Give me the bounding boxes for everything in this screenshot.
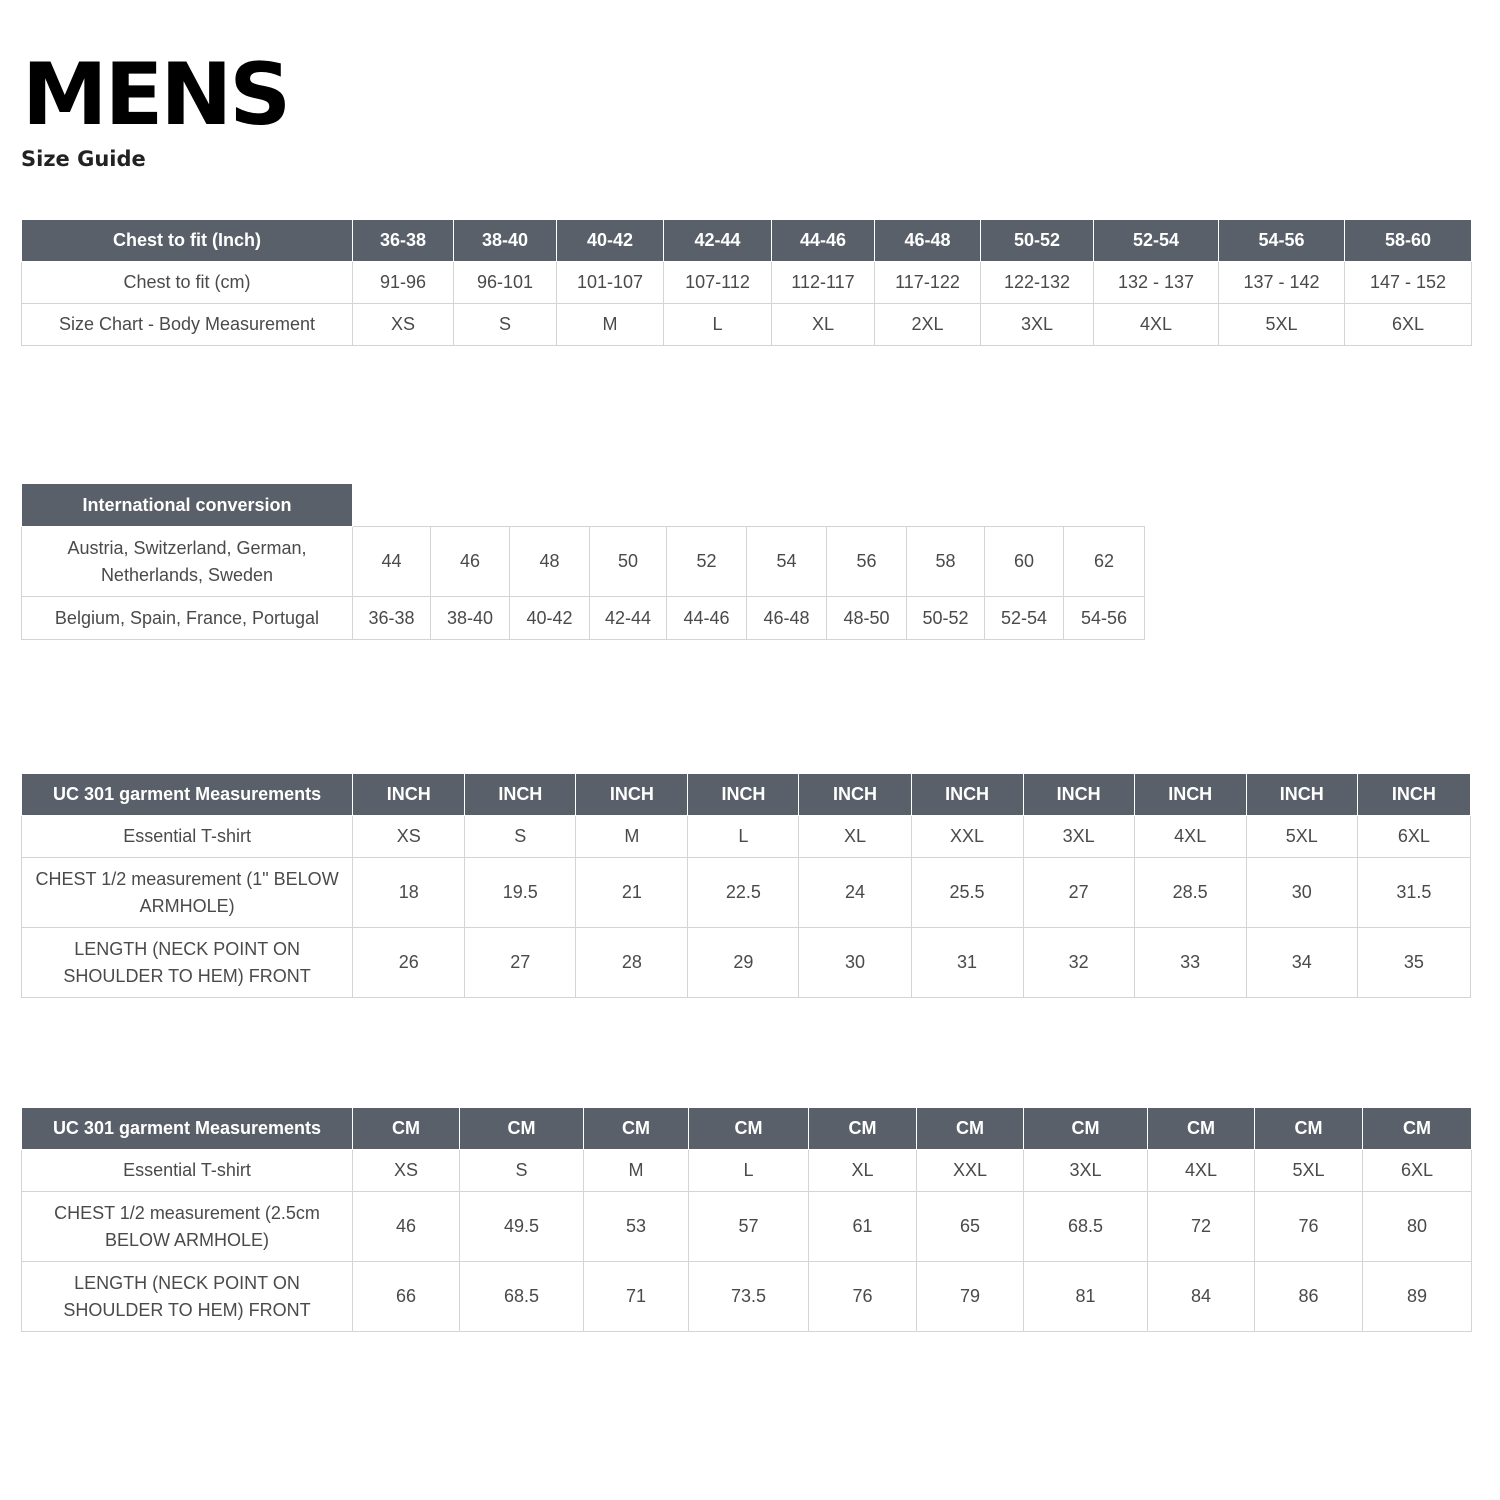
table-cell: 46-48 [747, 597, 827, 640]
table-cell: 6XL [1357, 816, 1470, 858]
inch-header-row [22, 774, 1471, 816]
table-cell: 30 [1246, 858, 1357, 928]
table-cell: 80 [1363, 1192, 1472, 1262]
table-cell: 112-117 [772, 262, 875, 304]
table-cell: 48-50 [827, 597, 907, 640]
table-cell: 76 [809, 1262, 917, 1332]
table-cell: M [557, 304, 664, 346]
table-cell: 5XL [1246, 816, 1357, 858]
table-cell: 31 [911, 928, 1023, 998]
table-cell: 58 [907, 527, 985, 597]
table-cell: 6XL [1345, 304, 1472, 346]
table-cell: S [454, 304, 557, 346]
table-cell: XL [809, 1150, 917, 1192]
header-cell: CM [584, 1108, 689, 1150]
table-row [22, 928, 1471, 998]
table-cell: 62 [1064, 527, 1145, 597]
table-cell: 34 [1246, 928, 1357, 998]
table-cell: 44 [353, 527, 431, 597]
table-cell: 4XL [1134, 816, 1246, 858]
cm-header-row [22, 1108, 1472, 1150]
international-conversion-table [21, 483, 1145, 640]
table-cell: XS [353, 304, 454, 346]
table-cell: 40-42 [510, 597, 590, 640]
table-cell: 132 - 137 [1094, 262, 1219, 304]
table-cell: 66 [353, 1262, 460, 1332]
table-cell: 91-96 [353, 262, 454, 304]
table-cell: 44-46 [667, 597, 747, 640]
table-cell: 21 [576, 858, 688, 928]
header-cell: International conversion [22, 484, 353, 527]
table-cell: 50 [590, 527, 667, 597]
table-cell: M [584, 1150, 689, 1192]
table-row [22, 1150, 1472, 1192]
row-label: CHEST 1/2 measurement (2.5cm BELOW ARMHOLE) [22, 1192, 353, 1262]
table-cell: 5XL [1255, 1150, 1363, 1192]
page-subtitle: Size Guide [21, 147, 146, 171]
header-cell: INCH [576, 774, 688, 816]
table-cell: 27 [1023, 858, 1134, 928]
header-cell: CM [917, 1108, 1024, 1150]
table-cell: 2XL [875, 304, 981, 346]
table-cell: 29 [688, 928, 799, 998]
table-cell: XXL [911, 816, 1023, 858]
header-cell: CM [1255, 1108, 1363, 1150]
header-cell: CM [1148, 1108, 1255, 1150]
table-cell: 25.5 [911, 858, 1023, 928]
page-title: MENS [22, 45, 289, 145]
header-cell: 38-40 [454, 220, 557, 262]
table-cell: 48 [510, 527, 590, 597]
table-row [22, 1262, 1472, 1332]
table-cell: 46 [431, 527, 510, 597]
table-cell: 52 [667, 527, 747, 597]
table-cell: 30 [799, 928, 911, 998]
header-cell: INCH [911, 774, 1023, 816]
size-chart-header-row [22, 220, 1472, 262]
table-cell: 33 [1134, 928, 1246, 998]
table-cell: S [465, 816, 576, 858]
table-cell: XS [353, 816, 465, 858]
header-cell: INCH [353, 774, 465, 816]
table-cell: 42-44 [590, 597, 667, 640]
header-cell: CM [353, 1108, 460, 1150]
table-cell: 72 [1148, 1192, 1255, 1262]
table-cell: 57 [689, 1192, 809, 1262]
row-label: LENGTH (NECK POINT ON SHOULDER TO HEM) FRONT [22, 1262, 353, 1332]
table-cell: 61 [809, 1192, 917, 1262]
table-cell: 101-107 [557, 262, 664, 304]
header-cell: INCH [799, 774, 911, 816]
table-cell: 50-52 [907, 597, 985, 640]
header-cell: 36-38 [353, 220, 454, 262]
header-cell: 58-60 [1345, 220, 1472, 262]
table-cell: XS [353, 1150, 460, 1192]
header-cell: INCH [1357, 774, 1470, 816]
row-label: Austria, Switzerland, German, Netherlands, Sweden [22, 527, 353, 597]
table-row [22, 304, 1472, 346]
table-row [22, 597, 1145, 640]
table-cell: 27 [465, 928, 576, 998]
table-cell: 5XL [1219, 304, 1345, 346]
table-cell: 147 - 152 [1345, 262, 1472, 304]
table-cell: 4XL [1094, 304, 1219, 346]
table-cell: 81 [1024, 1262, 1148, 1332]
size-chart-table [21, 219, 1472, 346]
header-cell: CM [689, 1108, 809, 1150]
cm-measurements-table [21, 1107, 1472, 1332]
table-cell: M [576, 816, 688, 858]
table-cell: 19.5 [465, 858, 576, 928]
table-cell: 137 - 142 [1219, 262, 1345, 304]
header-cell: 50-52 [981, 220, 1094, 262]
table-cell: 54 [747, 527, 827, 597]
row-label: Essential T-shirt [22, 1150, 353, 1192]
table-cell: 32 [1023, 928, 1134, 998]
table-cell: 52-54 [985, 597, 1064, 640]
table-cell: 71 [584, 1262, 689, 1332]
header-cell: CM [1024, 1108, 1148, 1150]
header-cell: Chest to fit (Inch) [22, 220, 353, 262]
conversion-header-row [22, 484, 1145, 527]
header-cell: 40-42 [557, 220, 664, 262]
table-cell: 122-132 [981, 262, 1094, 304]
table-cell: 54-56 [1064, 597, 1145, 640]
header-cell: UC 301 garment Measurements [22, 1108, 353, 1150]
table-cell: S [460, 1150, 584, 1192]
row-label: Belgium, Spain, France, Portugal [22, 597, 353, 640]
table-cell: XL [772, 304, 875, 346]
table-cell: 28 [576, 928, 688, 998]
row-label: Size Chart - Body Measurement [22, 304, 353, 346]
header-cell: CM [809, 1108, 917, 1150]
table-cell: 89 [1363, 1262, 1472, 1332]
table-cell: XL [799, 816, 911, 858]
header-cell: INCH [1134, 774, 1246, 816]
table-cell: 60 [985, 527, 1064, 597]
table-cell: 3XL [1023, 816, 1134, 858]
table-cell: L [664, 304, 772, 346]
table-cell: L [688, 816, 799, 858]
table-cell: 53 [584, 1192, 689, 1262]
table-cell: 84 [1148, 1262, 1255, 1332]
table-cell: 76 [1255, 1192, 1363, 1262]
header-cell: 42-44 [664, 220, 772, 262]
table-row [22, 816, 1471, 858]
table-cell: 28.5 [1134, 858, 1246, 928]
table-row [22, 527, 1145, 597]
table-cell: 96-101 [454, 262, 557, 304]
table-cell: 6XL [1363, 1150, 1472, 1192]
table-cell: 18 [353, 858, 465, 928]
header-cell: 46-48 [875, 220, 981, 262]
table-cell: 26 [353, 928, 465, 998]
table-row [22, 858, 1471, 928]
table-row [22, 1192, 1472, 1262]
table-cell: 36-38 [353, 597, 431, 640]
table-cell: 46 [353, 1192, 460, 1262]
table-cell: L [689, 1150, 809, 1192]
table-cell: 79 [917, 1262, 1024, 1332]
header-cell: 44-46 [772, 220, 875, 262]
table-cell: 68.5 [460, 1262, 584, 1332]
header-cell: INCH [465, 774, 576, 816]
table-cell: 86 [1255, 1262, 1363, 1332]
empty-cell [353, 484, 1145, 527]
header-cell: 52-54 [1094, 220, 1219, 262]
table-cell: 31.5 [1357, 858, 1470, 928]
table-cell: 56 [827, 527, 907, 597]
table-cell: 24 [799, 858, 911, 928]
table-cell: 68.5 [1024, 1192, 1148, 1262]
header-cell: INCH [1246, 774, 1357, 816]
row-label: Chest to fit (cm) [22, 262, 353, 304]
header-cell: INCH [688, 774, 799, 816]
header-cell: CM [1363, 1108, 1472, 1150]
table-cell: XXL [917, 1150, 1024, 1192]
table-cell: 3XL [1024, 1150, 1148, 1192]
table-cell: 107-112 [664, 262, 772, 304]
table-cell: 38-40 [431, 597, 510, 640]
table-cell: 49.5 [460, 1192, 584, 1262]
row-label: CHEST 1/2 measurement (1" BELOW ARMHOLE) [22, 858, 353, 928]
table-cell: 73.5 [689, 1262, 809, 1332]
table-cell: 65 [917, 1192, 1024, 1262]
row-label: Essential T-shirt [22, 816, 353, 858]
header-cell: UC 301 garment Measurements [22, 774, 353, 816]
inch-measurements-table [21, 773, 1471, 998]
header-cell: CM [460, 1108, 584, 1150]
table-cell: 117-122 [875, 262, 981, 304]
table-cell: 22.5 [688, 858, 799, 928]
header-cell: INCH [1023, 774, 1134, 816]
table-cell: 4XL [1148, 1150, 1255, 1192]
row-label: LENGTH (NECK POINT ON SHOULDER TO HEM) FRONT [22, 928, 353, 998]
header-cell: 54-56 [1219, 220, 1345, 262]
table-cell: 35 [1357, 928, 1470, 998]
table-cell: 3XL [981, 304, 1094, 346]
table-row [22, 262, 1472, 304]
